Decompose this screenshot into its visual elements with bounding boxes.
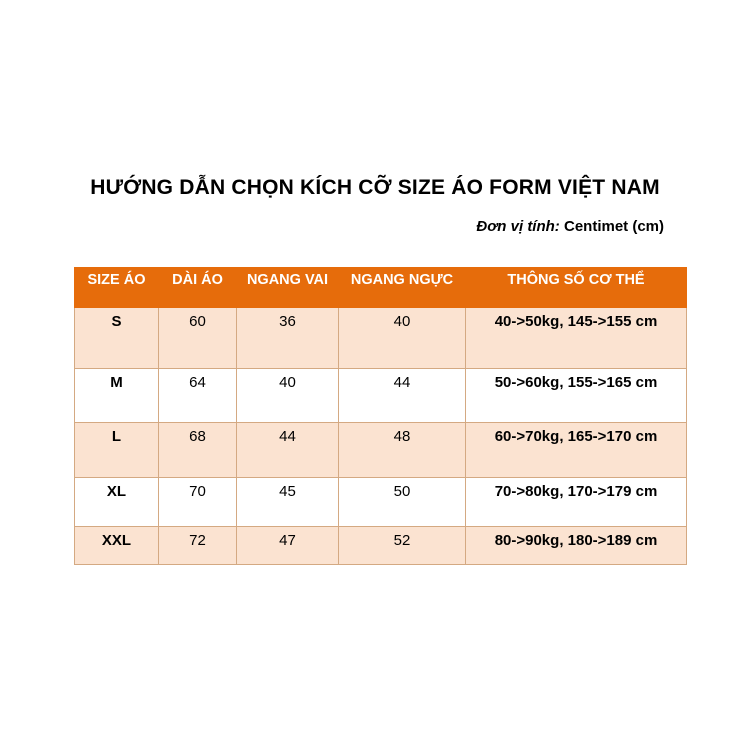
chest-cell: 52 (339, 527, 466, 565)
length-cell: 72 (159, 527, 237, 565)
page-title: HƯỚNG DẪN CHỌN KÍCH CỠ SIZE ÁO FORM VIỆT NAM (90, 176, 660, 199)
header-size: SIZE ÁO (75, 268, 159, 308)
table-row (75, 369, 687, 423)
length-cell: 60 (159, 308, 237, 369)
table-row (75, 423, 687, 478)
unit-note-value: Centimet (cm) (559, 218, 664, 235)
size-cell: XXL (75, 527, 159, 565)
table-header-row (75, 268, 687, 308)
body-specs-cell: 70->80kg, 170->179 cm (466, 478, 687, 527)
table-row (75, 308, 687, 369)
unit-note (476, 218, 664, 235)
chest-cell: 48 (339, 423, 466, 478)
size-cell: L (75, 423, 159, 478)
shoulder-cell: 44 (237, 423, 339, 478)
unit-note-prefix: Đơn vị tính: (476, 218, 560, 235)
header-shoulder: NGANG VAI (237, 268, 339, 308)
size-cell: S (75, 308, 159, 369)
table-row (75, 478, 687, 527)
header-chest: NGANG NGỰC (339, 268, 466, 308)
size-cell: M (75, 369, 159, 423)
table-row (75, 527, 687, 565)
body-specs-cell: 40->50kg, 145->155 cm (466, 308, 687, 369)
shoulder-cell: 40 (237, 369, 339, 423)
size-cell: XL (75, 478, 159, 527)
body-specs-cell: 50->60kg, 155->165 cm (466, 369, 687, 423)
shoulder-cell: 45 (237, 478, 339, 527)
shoulder-cell: 47 (237, 527, 339, 565)
body-specs-cell: 60->70kg, 165->170 cm (466, 423, 687, 478)
body-specs-cell: 80->90kg, 180->189 cm (466, 527, 687, 565)
length-cell: 70 (159, 478, 237, 527)
header-body-specs: THÔNG SỐ CƠ THỂ (466, 268, 687, 308)
shoulder-cell: 36 (237, 308, 339, 369)
length-cell: 68 (159, 423, 237, 478)
chest-cell: 40 (339, 308, 466, 369)
chest-cell: 44 (339, 369, 466, 423)
size-chart-table (74, 267, 687, 565)
chest-cell: 50 (339, 478, 466, 527)
length-cell: 64 (159, 369, 237, 423)
header-length: DÀI ÁO (159, 268, 237, 308)
